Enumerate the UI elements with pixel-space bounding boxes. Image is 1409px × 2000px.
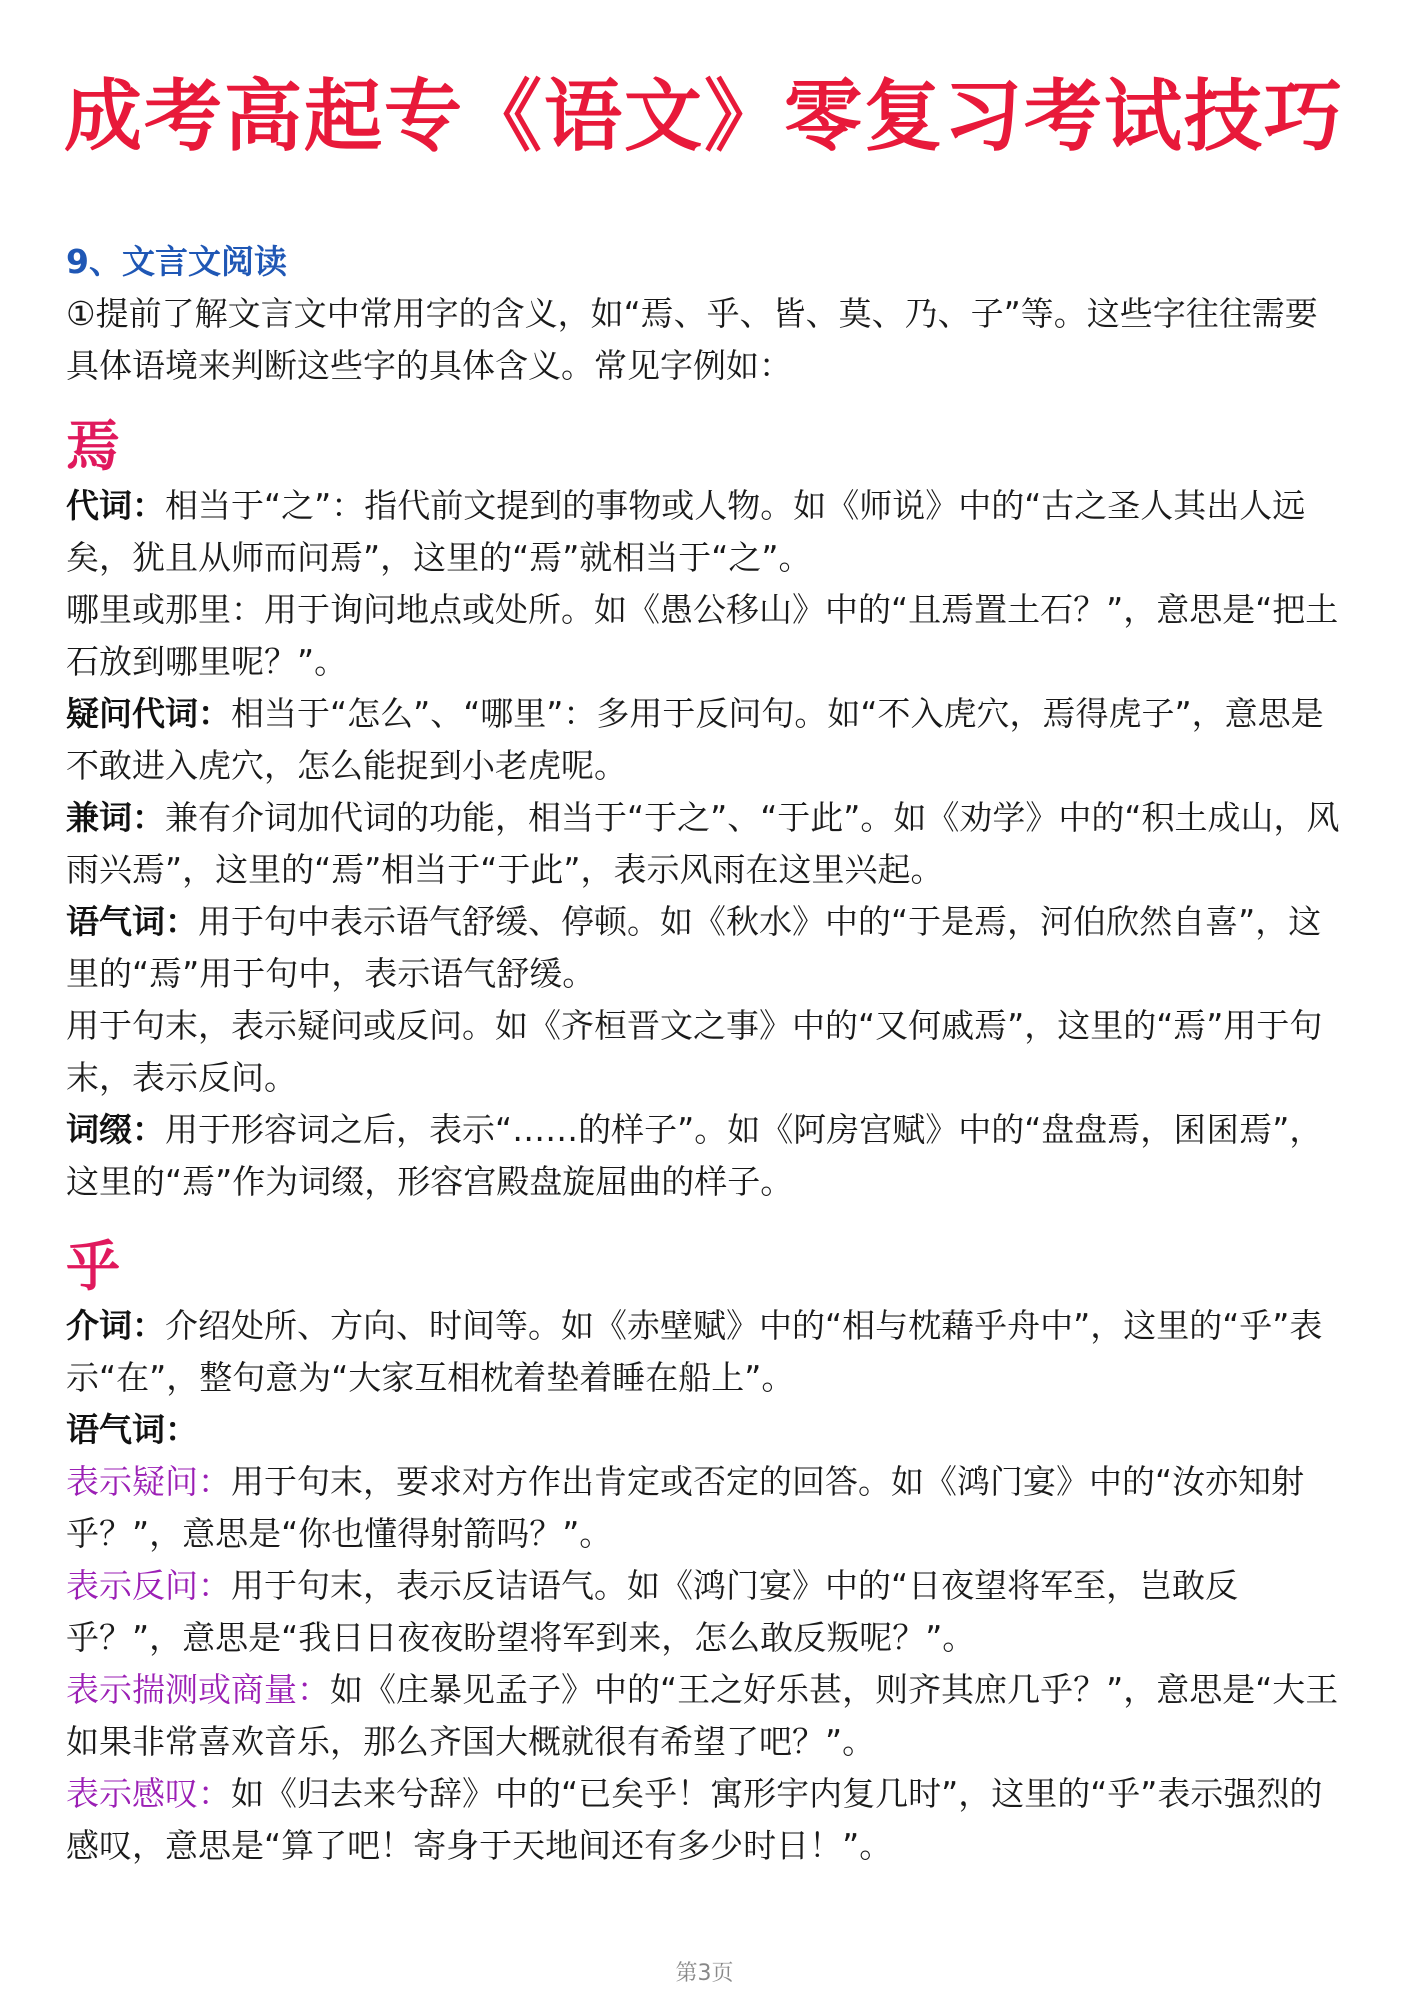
hu-item-modal [66,1404,1346,1456]
yan-item-sentence-end [66,1000,1346,1104]
content [66,236,1346,1872]
item-text: 哪里或那里：用于询问地点或处所。如《愚公移山》中的“且焉置土石？”，意思是“把土石放到哪里呢？”。 [66,590,1339,681]
item-text: 介绍处所、方向、时间等。如《赤壁赋》中的“相与枕藉乎舟中”，这里的“乎”表示“在”，整句意为“大家互相枕着垫着睡在船上”。 [66,1306,1323,1397]
item-text: 用于句中表示语气舒缓、停顿。如《秋水》中的“于是焉，河伯欣然自喜”，这里的“焉”用于句中，表示语气舒缓。 [66,902,1322,993]
sub-item-text: 用于句末，要求对方作出肯定或否定的回答。如《鸿门宴》中的“汝亦知射乎？”，意思是“你也懂得射箭吗？”。 [66,1462,1305,1553]
item-text: 相当于“之”：指代前文提到的事物或人物。如《师说》中的“古之圣人其出人远矣，犹且从师而问焉”，这里的“焉”就相当于“之”。 [66,486,1306,577]
item-label: 语气词： [66,902,198,941]
item-label: 兼词： [66,798,165,837]
item-label: 代词： [66,486,165,525]
yan-item-suffix [66,1104,1346,1208]
item-text: 相当于“怎么”、“哪里”：多用于反问句。如“不入虎穴，焉得虎子”，意思是不敢进入虎穴，怎么能捉到小老虎呢。 [66,694,1324,785]
page-number: 第3页 [675,1961,734,1986]
item-text: 用于形容词之后，表示“……的样子”。如《阿房宫赋》中的“盘盘焉，囷囷焉”，这里的“焉”作为词缀，形容宫殿盘旋屈曲的样子。 [66,1110,1323,1201]
sub-item-text: 用于句末，表示反诘语气。如《鸿门宴》中的“日夜望将军至，岂敢反乎？”，意思是“我日日夜夜盼望将军到来，怎么敢反叛呢？”。 [66,1566,1239,1657]
item-label: 疑问代词： [66,694,231,733]
sub-item-text: 如《庄暴见孟子》中的“王之好乐甚，则齐其庶几乎？”，意思是“大王如果非常喜欢音乐，那么齐国大概就很有希望了吧？”。 [66,1670,1339,1761]
hu-heading: 乎 [66,1235,120,1298]
section-intro: ①提前了解文言文中常用字的含义，如“焉、乎、皆、莫、乃、子”等。这些字往往需要具体语境来判断这些字的具体含义。常见字例如： [66,294,1318,385]
sub-item-label: 表示反问： [66,1566,231,1605]
yan-item-modal [66,896,1346,1000]
item-label: 介词： [66,1306,165,1345]
item-label: 语气词： [66,1410,198,1449]
sub-item-text: 如《归去来兮辞》中的“已矣乎！寓形宇内复几时”，这里的“乎”表示强烈的感叹，意思是“算了吧！寄身于天地间还有多少时日！”。 [66,1774,1323,1865]
hu-sub-rhetorical [66,1560,1346,1664]
item-text: 用于句末，表示疑问或反问。如《齐桓晋文之事》中的“又何戚焉”，这里的“焉”用于句末，表示反问。 [66,1006,1323,1097]
section-heading: 9、文言文阅读 [66,242,287,281]
yan-item-where [66,584,1346,688]
hu-sub-question [66,1456,1346,1560]
sub-item-label: 表示揣测或商量： [66,1670,330,1709]
yan-heading: 焉 [66,415,120,478]
yan-item-interrogative [66,688,1346,792]
item-text: 兼有介词加代词的功能，相当于“于之”、“于此”。如《劝学》中的“积土成山，风雨兴焉”，这里的“焉”相当于“于此”，表示风雨在这里兴起。 [66,798,1340,889]
hu-sub-exclamation [66,1768,1346,1872]
sub-item-label: 表示疑问： [66,1462,231,1501]
sub-item-label: 表示感叹： [66,1774,231,1813]
item-label: 词缀： [66,1110,165,1149]
yan-item-pronoun [66,480,1346,584]
hu-sub-speculation [66,1664,1346,1768]
page-title: 成考高起专《语文》零复习考试技巧 [64,72,1345,162]
yan-item-compound [66,792,1346,896]
hu-item-preposition [66,1300,1346,1404]
